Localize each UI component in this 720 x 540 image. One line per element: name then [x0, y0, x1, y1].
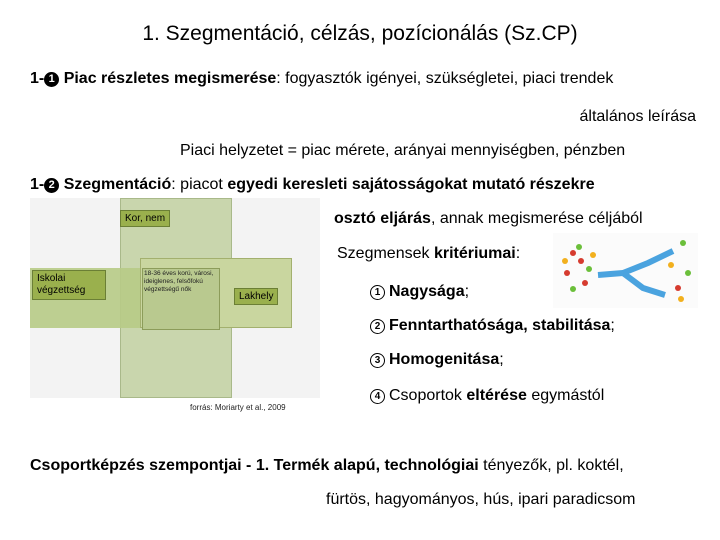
number-3-icon: 3 [370, 353, 385, 368]
market-knowledge-text: : fogyasztók igényei, szükségletei, piaci trendek [276, 70, 614, 87]
number-1-badge: 1 [44, 72, 59, 87]
number-1-icon: 1 [370, 285, 385, 300]
segmentation-heading: Szegmentáció [63, 176, 172, 193]
market-knowledge-continuation: általános leírása [579, 108, 696, 125]
source-citation: forrás: Moriarty et al., 2009 [190, 403, 286, 412]
slide-title: 1. Szegmentáció, célzás, pozícionálás (Sz.CP) [142, 22, 578, 45]
criteria-heading [337, 245, 520, 263]
criterion-4-post: egymástól [526, 387, 605, 404]
criteria-post: : [515, 245, 521, 262]
target-segment-description: 18-36 éves korú, városi, ideiglenes, felsőfokú végzettségű nők [144, 270, 214, 293]
criterion-2 [370, 317, 615, 335]
number-2-icon: 2 [370, 319, 385, 334]
number-4-icon: 4 [370, 389, 385, 404]
grouping-aspects-continuation: fürtös, hagyományos, hús, ipari paradicsom [326, 491, 636, 508]
criterion-1 [370, 283, 469, 301]
number-2-badge: 2 [44, 178, 59, 193]
criteria-bold: kritériumai [433, 245, 516, 262]
segmentation-venn-diagram [30, 198, 320, 412]
criterion-3-post: ; [499, 351, 504, 368]
education-label: Iskolai végzettség [32, 270, 106, 300]
market-knowledge-line [30, 70, 613, 88]
criterion-4 [370, 387, 604, 405]
criterion-1-post: ; [464, 283, 470, 300]
age-gender-label: Kor, nem [120, 210, 170, 227]
segmentation-illustration [553, 233, 698, 308]
market-knowledge-heading: Piac részletes megismerése [63, 70, 277, 87]
criterion-4-bold: eltérése [466, 387, 527, 404]
criterion-4-pre: Csoportok [389, 387, 467, 404]
grouping-aspects-heading: Csoportképzés szempontjai - 1. Termék alapú, technológiai [30, 457, 479, 474]
criterion-1-bold: Nagysága [389, 283, 465, 300]
segmentation-continuation [334, 210, 643, 228]
criteria-pre: Szegmensek [337, 245, 434, 262]
market-situation-line: Piaci helyzetet = piac mérete, arányai mennyiségben, pénzben [180, 142, 626, 159]
grouping-aspects-text: tényezők, pl. koktél, [478, 457, 624, 474]
residence-label: Lakhely [234, 288, 278, 305]
criterion-2-bold: Fenntarthatósága, stabilitása [389, 317, 611, 334]
grouping-aspects-line [30, 457, 624, 475]
segmentation-text: : piacot [171, 176, 228, 193]
prefix: 1- [30, 70, 45, 87]
segmentation-process: osztó eljárás [334, 210, 431, 227]
criterion-3 [370, 351, 504, 369]
criterion-2-post: ; [610, 317, 615, 334]
criterion-3-bold: Homogenitása [389, 351, 500, 368]
segmentation-bold-text: egyedi keresleti sajátosságokat mutató részekre [227, 176, 595, 193]
prefix: 1- [30, 176, 45, 193]
segmentation-purpose: , annak megismerése céljából [430, 210, 643, 227]
segmentation-line [30, 176, 595, 194]
